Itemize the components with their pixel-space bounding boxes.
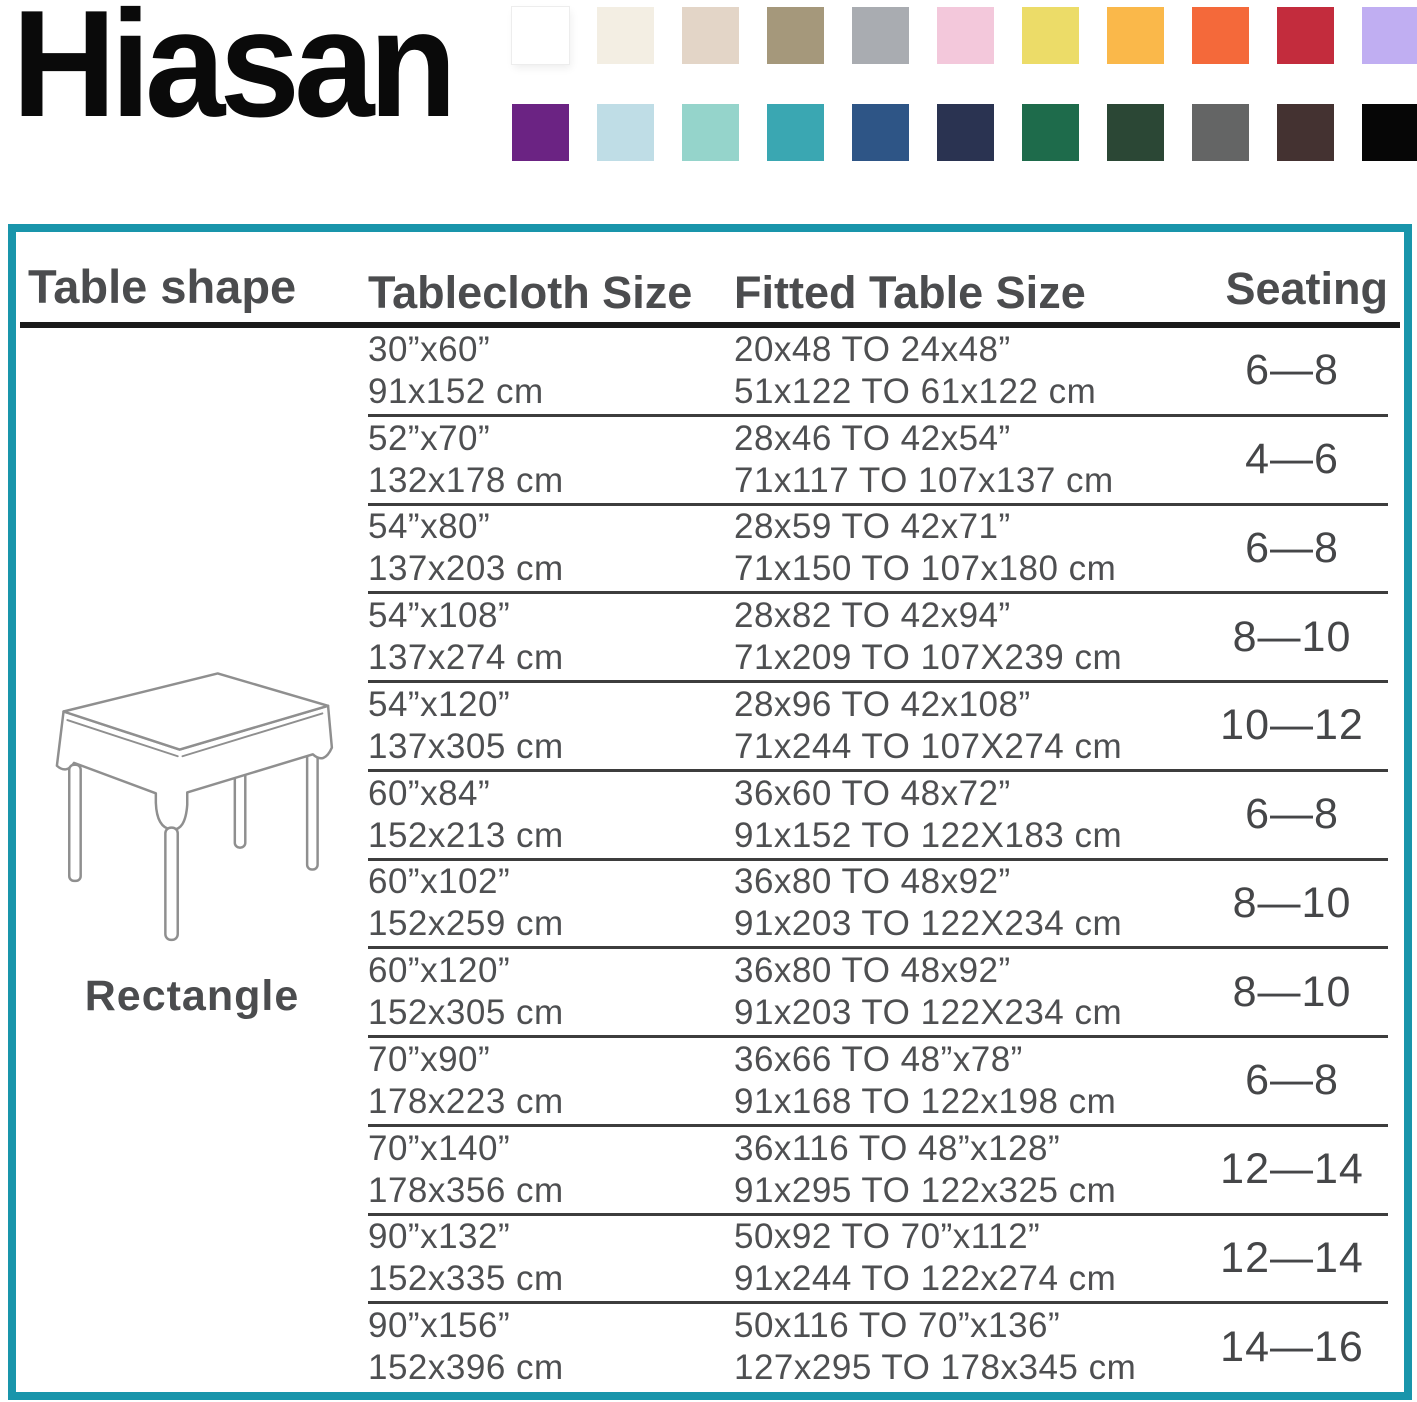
fitted-size-inches: 36x80 TO 48x92” [734, 951, 1011, 991]
tablecloth-size-cm: 152x335 cm [368, 1259, 564, 1299]
tablecloth-size-cm: 178x223 cm [368, 1081, 564, 1121]
tablecloth-size-cm: 132x178 cm [368, 460, 564, 500]
color-swatch [852, 7, 909, 64]
seating-range: 14—16 [1220, 1322, 1364, 1371]
seating-range: 12—14 [1220, 1145, 1364, 1194]
tablecloth-size-cell [368, 1039, 734, 1123]
tablecloth-size-cell [368, 418, 734, 502]
tablecloth-size-cm: 137x203 cm [368, 549, 564, 589]
tablecloth-size-cell [368, 773, 734, 857]
tablecloth-size-inches: 54”x108” [368, 596, 511, 636]
size-row [368, 594, 1388, 683]
tablecloth-size-cell [368, 684, 734, 768]
fitted-size-cm: 71x117 TO 107x137 cm [734, 460, 1114, 500]
size-row [368, 772, 1388, 861]
fitted-size-cm: 71x209 TO 107X239 cm [734, 638, 1123, 678]
color-swatch [597, 104, 654, 161]
fitted-size-inches: 28x46 TO 42x54” [734, 418, 1011, 458]
seating-range: 8—10 [1232, 967, 1352, 1016]
rectangle-table-icon [35, 652, 349, 948]
fitted-table-size-cell [734, 1128, 1202, 1212]
fitted-size-inches: 20x48 TO 24x48” [734, 329, 1011, 369]
color-swatch [767, 7, 824, 64]
tablecloth-size-cm: 152x305 cm [368, 993, 564, 1033]
seating-range: 6—8 [1245, 790, 1339, 839]
fitted-size-cm: 91x203 TO 122X234 cm [734, 904, 1123, 944]
fitted-table-size-cell [734, 1216, 1202, 1300]
fitted-table-size-cell [734, 773, 1202, 857]
size-chart-panel [8, 224, 1412, 1400]
color-swatch [682, 104, 739, 161]
color-swatch [1107, 7, 1164, 64]
fitted-size-inches: 28x59 TO 42x71” [734, 507, 1011, 547]
tablecloth-size-cell [368, 1305, 734, 1389]
color-swatch [937, 7, 994, 64]
seating-range: 8—10 [1232, 878, 1352, 927]
seating-range: 4—6 [1245, 435, 1339, 484]
color-swatch [1192, 7, 1249, 64]
fitted-size-cm: 91x295 TO 122x325 cm [734, 1170, 1117, 1210]
color-swatch [1022, 7, 1079, 64]
fitted-size-cm: 71x244 TO 107X274 cm [734, 726, 1123, 766]
color-swatch [682, 7, 739, 64]
tablecloth-size-cm: 178x356 cm [368, 1170, 564, 1210]
seating-range: 10—12 [1220, 701, 1364, 750]
color-swatch [512, 7, 569, 64]
fitted-table-size-cell [734, 861, 1202, 945]
shape-label: Rectangle [84, 971, 300, 1020]
size-row [368, 683, 1388, 772]
tablecloth-size-cell [368, 950, 734, 1034]
tablecloth-size-inches: 30”x60” [368, 329, 491, 369]
tablecloth-size-cell [368, 506, 734, 590]
fitted-table-size-cell [734, 329, 1202, 413]
fitted-table-size-cell [734, 595, 1202, 679]
tablecloth-size-inches: 90”x156” [368, 1306, 511, 1346]
tablecloth-size-inches: 52”x70” [368, 418, 491, 458]
fitted-size-cm: 127x295 TO 178x345 cm [734, 1348, 1137, 1388]
tablecloth-size-cell [368, 329, 734, 413]
fitted-size-inches: 50x116 TO 70”x136” [734, 1306, 1061, 1346]
fitted-size-inches: 36x60 TO 48x72” [734, 773, 1011, 813]
fitted-size-inches: 50x92 TO 70”x112” [734, 1217, 1041, 1257]
color-swatch [1362, 7, 1417, 64]
tablecloth-size-cm: 152x213 cm [368, 815, 564, 855]
fitted-size-inches: 36x116 TO 48”x128” [734, 1128, 1061, 1168]
fitted-size-cm: 91x168 TO 122x198 cm [734, 1081, 1117, 1121]
size-row [368, 861, 1388, 950]
tablecloth-size-inches: 60”x84” [368, 773, 491, 813]
seating-range: 8—10 [1232, 612, 1352, 661]
size-row [368, 1216, 1388, 1305]
tablecloth-size-inches: 54”x80” [368, 507, 491, 547]
fitted-size-cm: 51x122 TO 61x122 cm [734, 371, 1097, 411]
color-swatch [1107, 104, 1164, 161]
color-swatch [767, 104, 824, 161]
seating-range: 6—8 [1245, 346, 1339, 395]
color-swatch [1277, 7, 1334, 64]
tablecloth-size-cell [368, 595, 734, 679]
tablecloth-size-inches: 70”x140” [368, 1128, 511, 1168]
fitted-size-cm: 71x150 TO 107x180 cm [734, 549, 1117, 589]
fitted-size-inches: 36x80 TO 48x92” [734, 862, 1011, 902]
brand-logo: Hiasan [12, 0, 452, 149]
tablecloth-size-inches: 54”x120” [368, 684, 511, 724]
fitted-size-cm: 91x244 TO 122x274 cm [734, 1259, 1117, 1299]
column-header-table-shape: Table shape [28, 260, 297, 313]
seating-range: 6—8 [1245, 523, 1339, 572]
tablecloth-size-inches: 60”x120” [368, 951, 511, 991]
fitted-size-inches: 28x82 TO 42x94” [734, 596, 1011, 636]
tablecloth-size-cell [368, 1216, 734, 1300]
seating-range: 12—14 [1220, 1233, 1364, 1282]
size-row [368, 1127, 1388, 1216]
color-swatch [512, 104, 569, 161]
size-row [368, 506, 1388, 595]
color-swatch [1192, 104, 1249, 161]
fitted-table-size-cell [734, 1305, 1202, 1389]
fitted-size-cm: 91x152 TO 122X183 cm [734, 815, 1123, 855]
fitted-table-size-cell [734, 418, 1202, 502]
tablecloth-size-inches: 90”x132” [368, 1217, 511, 1257]
fitted-size-inches: 36x66 TO 48”x78” [734, 1039, 1023, 1079]
tablecloth-size-cm: 137x274 cm [368, 638, 564, 678]
color-swatch-grid [512, 7, 1417, 161]
fitted-size-cm: 91x203 TO 122X234 cm [734, 993, 1123, 1033]
color-swatch [597, 7, 654, 64]
seating-range: 6—8 [1245, 1056, 1339, 1105]
tablecloth-size-cm: 91x152 cm [368, 371, 544, 411]
color-swatch [1022, 104, 1079, 161]
fitted-table-size-cell [734, 506, 1202, 590]
fitted-table-size-cell [734, 684, 1202, 768]
column-header-tablecloth-size: Tablecloth Size [368, 267, 693, 318]
fitted-table-size-cell [734, 950, 1202, 1034]
fitted-table-size-cell [734, 1039, 1202, 1123]
tablecloth-size-cell [368, 861, 734, 945]
size-row [368, 328, 1388, 417]
fitted-size-inches: 28x96 TO 42x108” [734, 684, 1031, 724]
size-row [368, 1304, 1388, 1390]
tablecloth-size-inches: 60”x102” [368, 862, 511, 902]
color-swatch [1277, 104, 1334, 161]
column-header-fitted-table-size: Fitted Table Size [734, 267, 1086, 318]
size-rows [368, 328, 1388, 1390]
size-row [368, 949, 1388, 1038]
tablecloth-size-cm: 152x396 cm [368, 1348, 564, 1388]
tablecloth-size-cm: 152x259 cm [368, 904, 564, 944]
size-row [368, 1038, 1388, 1127]
tablecloth-size-cm: 137x305 cm [368, 726, 564, 766]
column-header-seating: Seating [1225, 263, 1388, 314]
color-swatch [1362, 104, 1417, 161]
tablecloth-size-cell [368, 1128, 734, 1212]
table-shape-cell [16, 304, 368, 1368]
size-row [368, 417, 1388, 506]
color-swatch [852, 104, 909, 161]
color-swatch [937, 104, 994, 161]
tablecloth-size-inches: 70”x90” [368, 1039, 491, 1079]
